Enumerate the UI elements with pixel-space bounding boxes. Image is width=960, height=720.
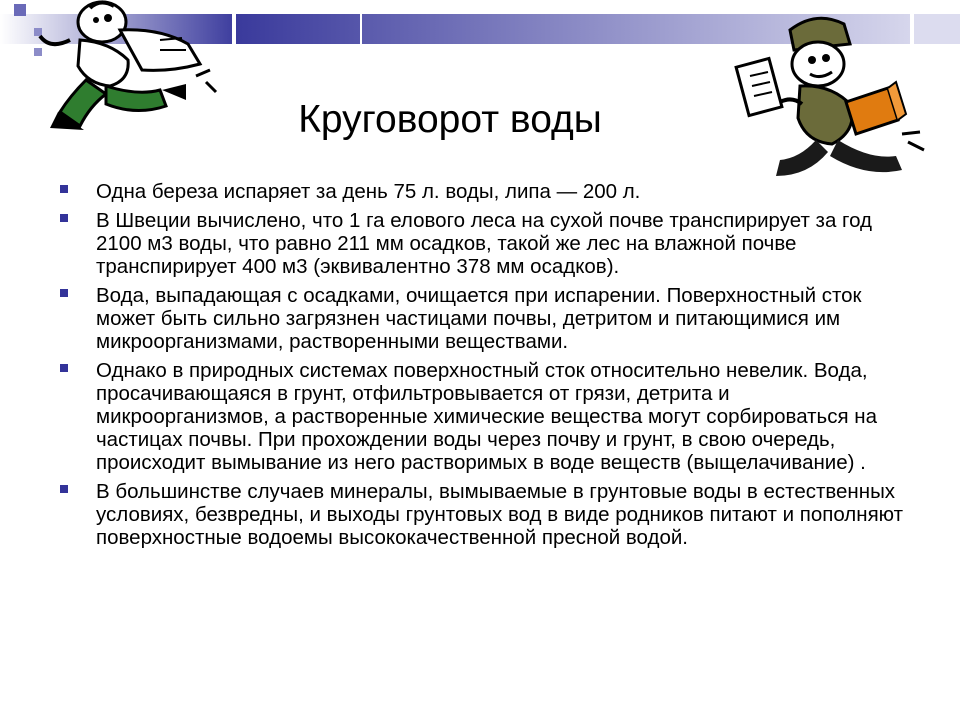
bullet-square-icon: [60, 364, 68, 372]
list-item: [58, 180, 908, 203]
bullet-text: Вода, выпадающая с осадками, очищается при испарении. Поверхностный сток может быть сильно загрязнен частицами почвы, детритом и питающимися им микроорганизмами, растворенными веществами.: [96, 284, 862, 353]
bullet-text: В большинстве случаев минералы, вымываемые в грунтовые воды в естественных условиях, безвредны, и выходы грунтовых вод в виде родников питают и пополняют поверхностные водоемы высококачественной пресной водой.: [96, 480, 903, 549]
bullet-list: [58, 180, 908, 555]
list-item: [58, 480, 908, 549]
bullet-text: В Швеции вычислено, что 1 га елового леса на сухой почве транспирирует за год 2100 м3 воды, что равно 211 мм осадков, такой же лес на влажной почве транспирирует 400 м3 (эквивалентно 378 мм осадков).: [96, 209, 872, 278]
bullet-square-icon: [60, 214, 68, 222]
bullet-text: Однако в природных системах поверхностный сток относительно невелик. Вода, просачивающаяся в грунт, отфильтровывается от грязи, детрита и микроорганизмов, а растворенные химические вещества могут сорбироваться на частицах почвы. При прохождении воды через почву и грунт, в свою очередь, происходит вымывание из него растворимых в воде веществ (выщелачивание) .: [96, 359, 877, 474]
list-item: [58, 359, 908, 474]
bullet-square-icon: [60, 485, 68, 493]
bullet-square-icon: [60, 185, 68, 193]
slide-title: Круговорот воды: [298, 98, 602, 141]
bullet-text: Одна береза испаряет за день 75 л. воды, липа — 200 л.: [96, 180, 641, 203]
list-item: [58, 284, 908, 353]
list-item: [58, 209, 908, 278]
bullet-square-icon: [60, 289, 68, 297]
